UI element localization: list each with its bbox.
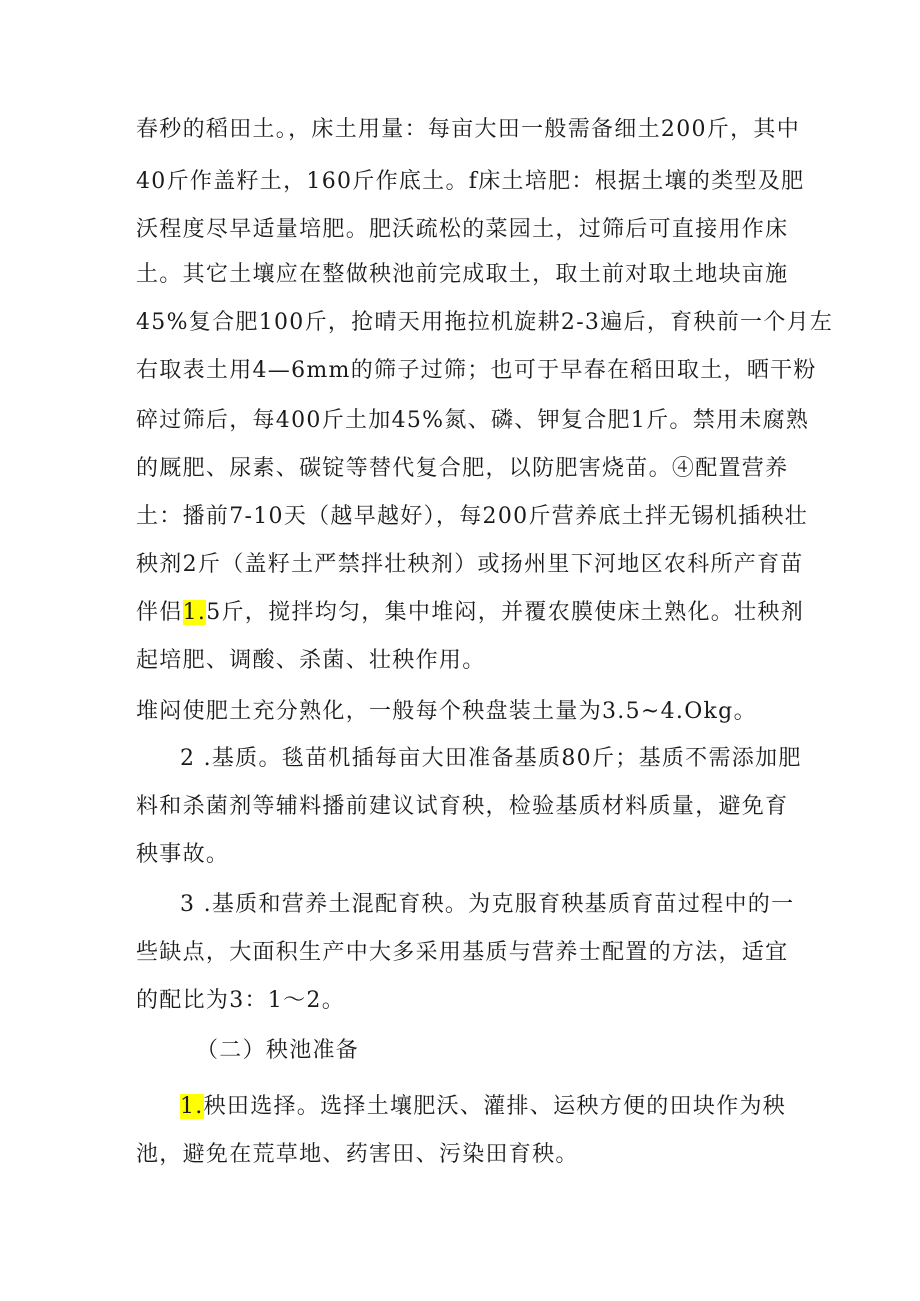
text-line: 堆闷使肥土充分熟化，一般每个秧盘装土量为3.5~4.Okg。	[136, 699, 757, 724]
text-line	[136, 595, 805, 631]
text-line: 沃程度尽早适量培肥。肥沃疏松的菜园土，过筛后可直接用作床	[136, 217, 789, 242]
text-line: 池，避免在荒草地、药害田、污染田育秧。	[136, 1142, 579, 1167]
text-line: 右取表土用4—6mm的筛子过筛；也可于早春在稻田取土，晒干粉	[136, 358, 817, 383]
text-line: 45%复合肥100斤，抢晴天用拖拉机旋耕2-3遍后，育秧前一个月左	[136, 310, 834, 335]
text-span: 5斤，搅拌均匀，集中堆闷，并覆农膜使床土熟化。壮秧剂	[206, 600, 805, 625]
text-line: 碎过筛后，每400斤土加45%氮、磷、钾复合肥1斤。禁用未腐熟	[136, 408, 810, 433]
text-line: 40斤作盖籽土，160斤作底土。f床土培肥：根据土壤的类型及肥	[136, 169, 805, 194]
highlighted-text: 1.	[182, 600, 207, 625]
highlighted-text: 1.	[180, 1094, 204, 1119]
text-line: 起培肥、调酸、杀菌、壮秧作用。	[136, 648, 486, 673]
text-line: 的配比为3：1～2。	[136, 988, 345, 1013]
text-line: 的厩肥、尿素、碳锭等替代复合肥，以防肥害烧苗。④配置营养	[136, 456, 789, 481]
text-line: 3 .基质和营养土混配育秧。为克服育秧基质育苗过程中的一	[180, 892, 795, 917]
text-line: 春秒的稻田土。，床土用量：每亩大田一般需备细土200斤，其中	[136, 117, 800, 142]
section-heading: （二）秧池准备	[196, 1038, 360, 1063]
text-line: 秧剂2斤（盖籽土严禁拌壮秧剂）或扬州里下河地区农科所产育苗	[136, 552, 804, 577]
text-span: 秧田选择。选择土壤肥沃、灌排、运秧方便的田块作为秧	[203, 1094, 787, 1119]
text-line	[180, 1089, 840, 1125]
text-line: 2 .基质。毯苗机插每亩大田准备基质80斤；基质不需添加肥	[180, 746, 802, 771]
text-line: 土：播前7-10天（越早越好），每200斤营养底土拌无锡机插秧壮	[136, 504, 809, 529]
text-line: 些缺点，大面积生产中大多采用基质与营养士配置的方法，适宜	[136, 940, 789, 965]
text-span: 伴侣	[136, 600, 183, 625]
text-line: 秧事故。	[136, 842, 230, 867]
text-line: 料和杀菌剂等辅料播前建议试育秧，检验基质材料质量，避免育	[136, 794, 789, 819]
text-line: 土。其它土壤应在整做秧池前完成取土，取土前对取土地块亩施	[136, 262, 789, 287]
